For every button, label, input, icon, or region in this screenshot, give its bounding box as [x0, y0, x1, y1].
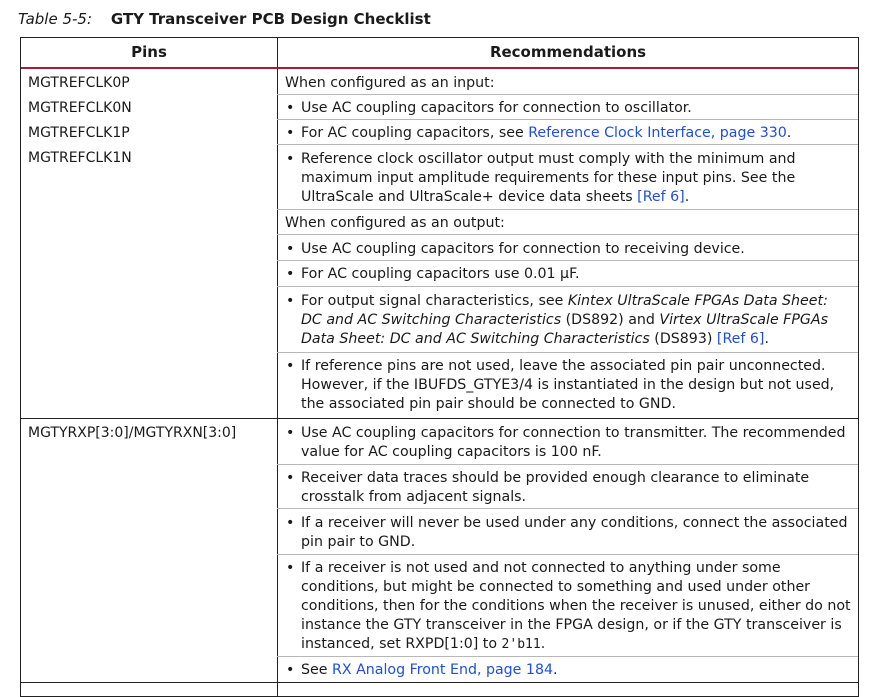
list-item: • For AC coupling capacitors use 0.01 µF.: [285, 265, 853, 284]
list-item: • If a receiver will never be used under any conditions, connect the associated pin pair to GND.: [285, 514, 853, 552]
list-item: [285, 661, 853, 680]
pin-name: MGTYRXP[3:0]/MGTYRXN[3:0]: [28, 425, 237, 441]
list-item-text: See: [301, 662, 332, 678]
list-item-text: (DS893): [649, 331, 717, 347]
checklist-table: [20, 37, 859, 697]
row-divider: [277, 656, 858, 657]
list-item: • Use AC coupling capacitors for connection to receiving device.: [285, 240, 853, 259]
row-divider: [277, 352, 858, 353]
list-item-text: Reference clock oscillator output must comply with the minimum and maximum input amplitude requirements for these input pins. See the UltraScale and UltraScale+ device data sheets: [301, 151, 796, 205]
row-divider: [277, 554, 858, 555]
row-divider: [277, 508, 858, 509]
list-item-text: .: [764, 331, 769, 347]
row-divider: [277, 144, 858, 145]
row-divider: [277, 209, 858, 210]
list-item: [285, 150, 853, 207]
list-item-text: .: [786, 125, 792, 141]
table-row-divider: [21, 418, 858, 419]
list-item: [285, 559, 853, 654]
datasheet-title-ds893: Virtex UltraScale FPGAs Data Sheet: DC and AC Switching Characteristics: [301, 312, 828, 347]
list-item-text: .: [540, 636, 546, 652]
row-divider: [277, 119, 858, 120]
header-pins: Pins: [131, 43, 167, 61]
list-item: • Use AC coupling capacitors for connection to oscillator.: [285, 99, 853, 118]
list-item: • If reference pins are not used, leave the associated pin pair unconnected. However, if the IBUFDS_GTYE3/4 is instantiated in the design but not used, the associated pin pair should be connected to GND.: [285, 357, 853, 414]
output-heading: When configured as an output:: [285, 215, 505, 231]
pin-name: MGTREFCLK0N: [28, 100, 132, 116]
column-divider: [277, 38, 278, 696]
list-item-text: .: [684, 189, 690, 205]
list-item: • Use AC coupling capacitors for connection to transmitter. The recommended value for AC coupling capacitors is 100 nF.: [285, 424, 853, 462]
pin-name: MGTREFCLK1P: [28, 125, 130, 141]
row-divider: [277, 286, 858, 287]
list-item-text: .: [553, 662, 558, 678]
code-value: 2'b11: [501, 637, 541, 652]
table-caption: [18, 9, 431, 29]
list-item: [285, 292, 853, 349]
header-rule: [21, 67, 858, 69]
pin-name: MGTREFCLK0P: [28, 75, 130, 91]
pin-name: MGTREFCLK1N: [28, 150, 132, 166]
list-item-text: For AC coupling capacitors, see: [301, 125, 529, 141]
ref-6-link[interactable]: [Ref 6]: [637, 189, 685, 205]
rx-analog-front-end-link[interactable]: RX Analog Front End, page 184: [331, 662, 553, 678]
list-item: [285, 124, 853, 143]
input-heading: When configured as an input:: [285, 75, 495, 91]
row-divider: [277, 234, 858, 235]
row-divider: [277, 464, 858, 465]
reference-clock-link[interactable]: Reference Clock Interface, page 330: [528, 125, 787, 141]
caption-title: GTY Transceiver PCB Design Checklist: [110, 10, 431, 28]
table-row-divider: [21, 682, 858, 683]
datasheet-title-ds892: Kintex UltraScale FPGAs Data Sheet: DC and AC Switching Characteristics: [301, 293, 828, 328]
row-divider: [277, 94, 858, 95]
list-item: • Receiver data traces should be provided enough clearance to eliminate crosstalk from adjacent signals.: [285, 469, 853, 507]
list-item-text: (DS892) and: [561, 312, 660, 328]
caption-label: Table 5-5:: [18, 10, 93, 28]
table-header-row: [21, 38, 858, 67]
list-item-text: For output signal characteristics, see: [301, 293, 568, 309]
list-item-text: If a receiver is not used and not connected to anything under some conditions, but might be connected to something and used under other conditions, then for the conditions when the receiver is unused, either do not instance the GTY transceiver in the FPGA design, or if the GTY transceiver is instanced, set RXPD[1:0] to: [301, 560, 851, 652]
ref-6-link[interactable]: [Ref 6]: [716, 331, 765, 347]
header-recommendations: Recommendations: [489, 43, 647, 61]
row-divider: [277, 260, 858, 261]
